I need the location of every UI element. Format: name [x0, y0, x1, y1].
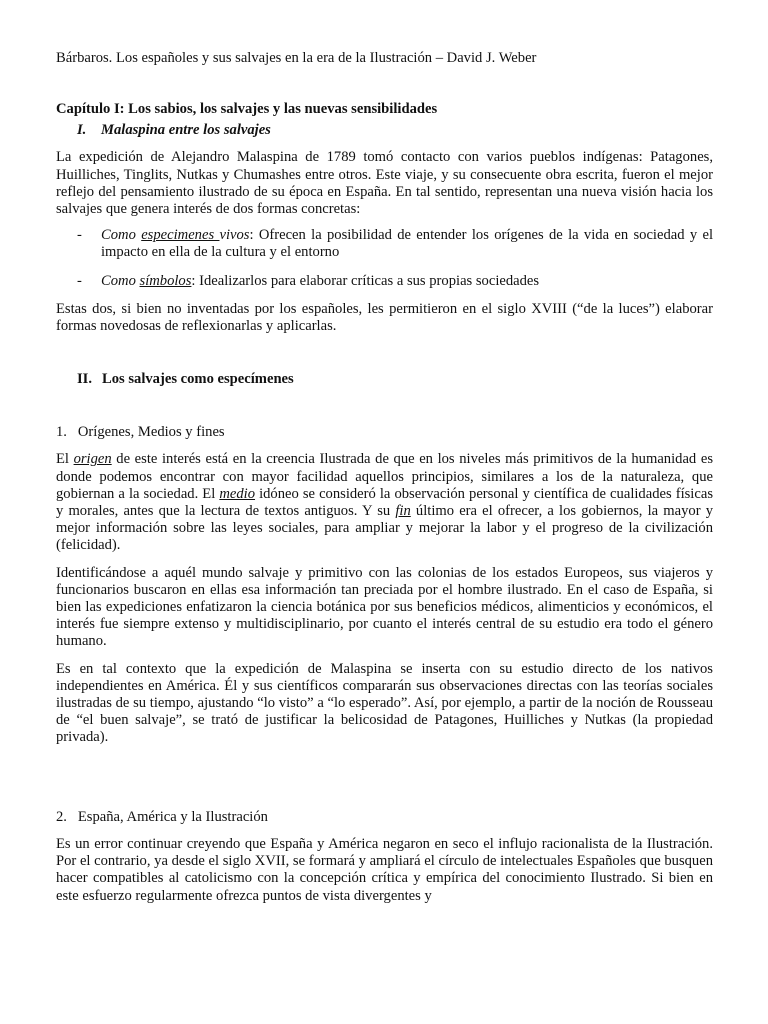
chapter-heading: Capítulo I: Los sabios, los salvajes y las nuevas sensibilidades: [56, 101, 438, 118]
list-item-keyword-2: vivos: [219, 227, 250, 244]
subsection-1-heading: 1. Orígenes, Medios y fines: [56, 424, 225, 441]
keyword-medio: medio: [219, 485, 256, 502]
section-ii-title: Los salvajes como especímenes: [102, 371, 294, 388]
subsection-1-paragraph-1: [56, 451, 713, 554]
intro-paragraph: La expedición de Alejandro Malaspina de 1789 tomó contacto con varios pueblos indígenas: Patagones, Huilliches, Tinglits, Nutkas y Chumashes entre otros. Este viaje, y su consecuente obra escrita, fueron el mejor reflejo del pensamiento ilustrado de su época en España. En tal sentido, representan una nueva visión hacia los salvajes que genera interés de dos formas concretas:: [56, 149, 713, 218]
subsection-2-heading: 2. España, América y la Ilustración: [56, 808, 268, 825]
keyword-fin: fin: [395, 503, 411, 520]
closing-paragraph: Estas dos, si bien no inventadas por los españoles, les permitieron en el siglo XVIII (“de la luces”) elaborar formas novedosas de reflexionarlas y aplicarlas.: [56, 300, 713, 335]
list-item-text: : Idealizarlos para elaborar críticas a sus propias sociedades: [191, 272, 540, 289]
list-item: [56, 273, 713, 290]
list-item-body: [101, 227, 713, 261]
list-item: [56, 227, 713, 261]
document-page: [56, 50, 713, 905]
subsection-2-paragraph-1: Es un error continuar creyendo que España y América negaron en seco el influjo racionalista de la Ilustración. Por el contrario, ya desde el siglo XVII, se formará y ampliará el círculo de intelectuales Españoles que busquen hacer compatibles al catolicismo con la concepción crítica y empírica del conocimiento Ilustrado. Si bien en este esfuerzo regularmente ofrezca puntos de vista divergentes y: [56, 835, 713, 904]
section-i-heading: [56, 122, 713, 139]
text-run: último era el ofrecer, a los gobiernos, la mayor y mejor información sobre las leyes sociales, para ampliar y mejorar la labor y el progreso de la civilización (felicidad).: [56, 503, 714, 554]
section-ii-numeral: II.: [77, 371, 93, 388]
subsection-1-paragraph-2: Identificándose a aquél mundo salvaje y primitivo con las colonias de los estados Europeos, sus viajeros y funcionarios buscaron en ellas esa información tan preciada por el hombre ilustrado. En el caso de España, si bien las expediciones enfatizaron la ciencia botánica por sus beneficios médicos, alimenticios y económicos, el interés fue siempre extenso y multidisciplinario, por cuanto el interés central de su estudio era todo el género humano.: [56, 564, 713, 650]
text-run: idóneo se consideró la observación personal y científica de cualidades físicas y morales, antes que la lectura de textos antiguos. Y su: [56, 485, 713, 520]
section-i-title: Malaspina entre los salvajes: [101, 122, 271, 139]
document-title: Bárbaros. Los españoles y sus salvajes en la era de la Ilustración – David J. Weber: [56, 50, 537, 66]
forms-list: [56, 227, 713, 290]
list-item-keyword: especimenes: [141, 227, 220, 244]
list-item-body: [101, 273, 713, 290]
text-run: El: [56, 451, 74, 468]
section-i-numeral: I.: [77, 122, 87, 139]
list-item-prefix: Como: [101, 272, 140, 289]
list-item-keyword: símbolos: [139, 272, 192, 289]
keyword-origen: origen: [73, 451, 112, 468]
list-dash: -: [77, 227, 82, 244]
section-ii-heading: [56, 371, 713, 388]
text-run: de este interés está en la creencia Ilustrada de que en los niveles más primitivos de la humanidad es donde podemos encontrar con mayor facilidad aquellos principios, similares a los de la naturaleza, que gobiernan a la sociedad. El: [56, 451, 713, 502]
subsection-1-paragraph-3: Es en tal contexto que la expedición de Malaspina se inserta con su estudio directo de los nativos independientes en América. Él y sus científicos compararán sus observaciones directas con las teorías sociales ilustradas de su tiempo, ajustando “lo visto” a “lo esperado”. Así, por ejemplo, a partir de la noción de Rousseau de “el buen salvaje”, se trató de justificar la belicosidad de Patagones, Huilliches y Nutkas (la propiedad privada).: [56, 660, 713, 746]
list-dash: -: [77, 272, 82, 289]
list-item-prefix: Como: [101, 227, 142, 244]
list-item-text: : Ofrecen la posibilidad de entender los orígenes de la vida en sociedad y el impacto en ella de la cultura y el entorno: [101, 227, 714, 261]
